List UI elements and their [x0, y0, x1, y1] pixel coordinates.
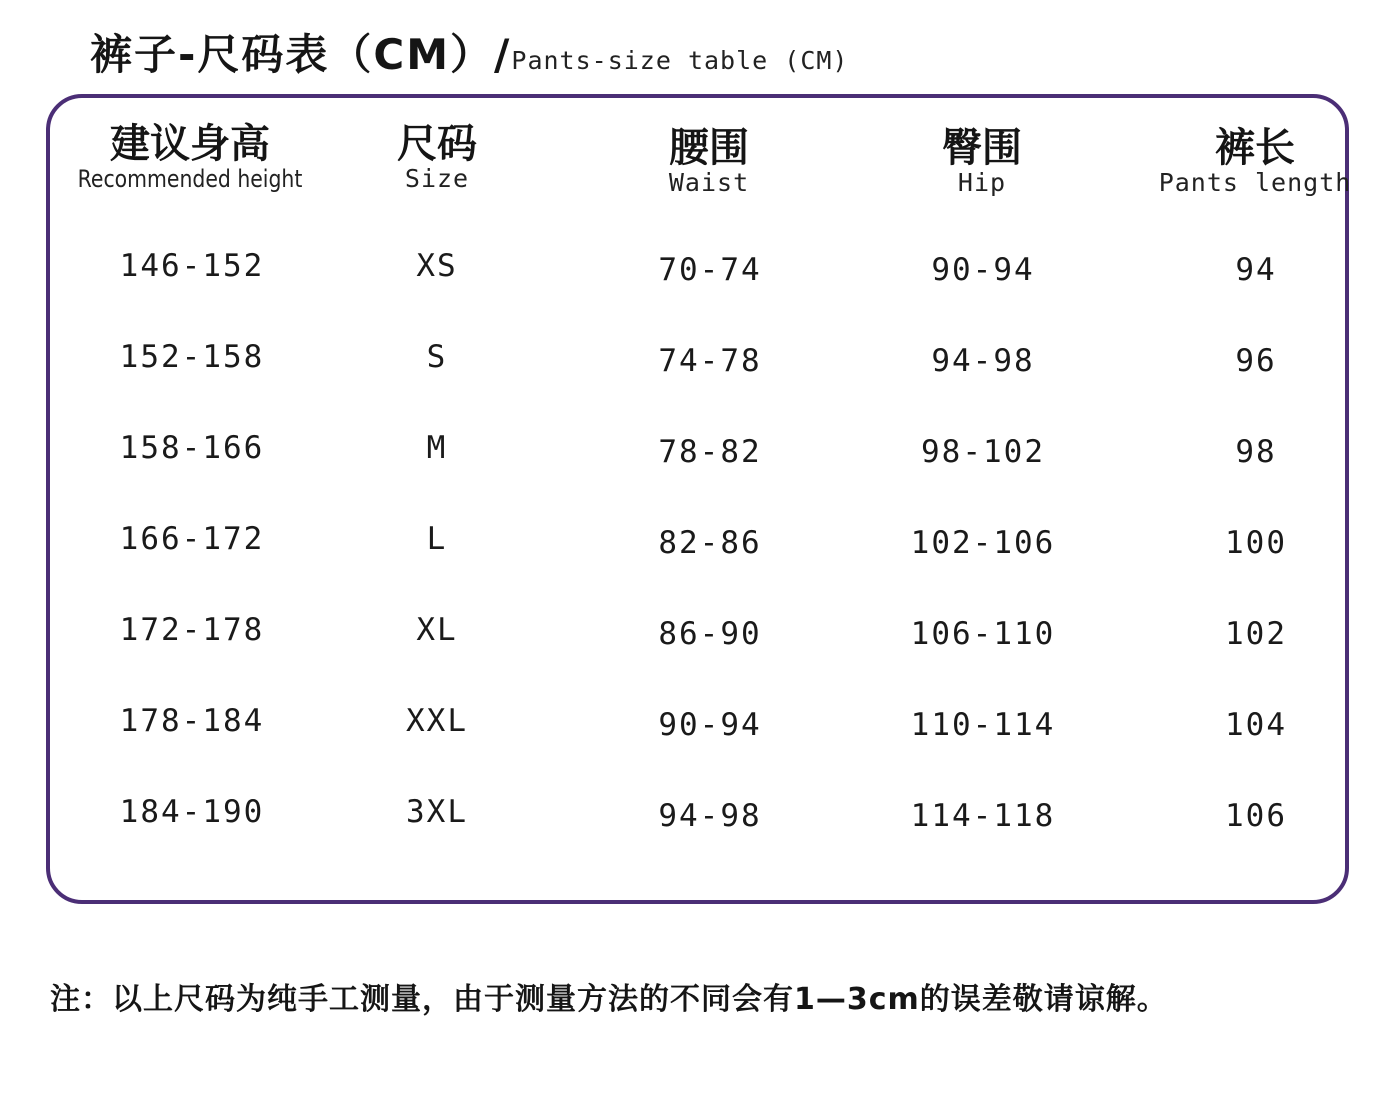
column-header-size	[397, 122, 477, 192]
table-cell: 98-102	[921, 434, 1045, 470]
title-chinese: 裤子-尺码表（CM）/	[90, 30, 512, 79]
column-header-waist-en: Waist	[668, 168, 750, 197]
column-header-pants-length	[1159, 126, 1352, 196]
column-header-height-cn: 建议身高	[110, 121, 270, 167]
table-cell: 70-74	[658, 252, 762, 288]
table-cell: 102	[1225, 616, 1287, 652]
table-cell: 104	[1225, 707, 1287, 743]
table-cell: 94-98	[931, 343, 1035, 379]
table-cell: 96	[1235, 343, 1277, 379]
table-cell: M	[426, 430, 448, 466]
column-header-pants-length-cn: 裤长	[1215, 125, 1295, 171]
table-cell: L	[426, 521, 448, 557]
table-cell: 90-94	[931, 252, 1035, 288]
table-cell: 94	[1235, 252, 1277, 288]
column-header-size-en: Size	[404, 164, 470, 193]
column-header-hip-en: Hip	[957, 168, 1007, 197]
table-cell: S	[426, 339, 448, 375]
title-english: Pants-size table (CM)	[511, 46, 849, 75]
page-title	[90, 22, 848, 82]
column-header-size-cn: 尺码	[397, 121, 477, 167]
table-cell: 102-106	[910, 525, 1056, 561]
table-cell: 3XL	[406, 794, 468, 830]
table-cell: 184-190	[119, 794, 265, 830]
table-cell: 86-90	[658, 616, 762, 652]
table-cell: 106-110	[910, 616, 1056, 652]
table-cell: 158-166	[119, 430, 265, 466]
table-cell: 78-82	[658, 434, 762, 470]
measurement-note: 注：以上尺码为纯手工测量，由于测量方法的不同会有1—3cm的误差敬请谅解。	[50, 982, 1168, 1017]
size-table-panel	[46, 94, 1349, 904]
table-cell: 152-158	[119, 339, 265, 375]
column-header-hip-cn: 臀围	[942, 125, 1022, 171]
table-cell: 106	[1225, 798, 1287, 834]
table-cell: 172-178	[119, 612, 265, 648]
table-cell: 98	[1235, 434, 1277, 470]
table-cell: XXL	[406, 703, 468, 739]
table-cell: 90-94	[658, 707, 762, 743]
table-cell: 74-78	[658, 343, 762, 379]
table-cell: XS	[416, 248, 458, 284]
table-cell: 178-184	[119, 703, 265, 739]
table-cell: 166-172	[119, 521, 265, 557]
table-cell: 146-152	[119, 248, 265, 284]
column-header-height-en: Recommended height	[77, 165, 303, 193]
column-header-waist	[669, 126, 749, 196]
table-cell: 94-98	[658, 798, 762, 834]
column-header-hip	[942, 126, 1022, 196]
column-header-pants-length-en: Pants length	[1158, 168, 1352, 197]
column-header-waist-cn: 腰围	[668, 125, 749, 171]
table-cell: 114-118	[910, 798, 1056, 834]
table-cell: XL	[416, 612, 458, 648]
table-cell: 100	[1225, 525, 1287, 561]
table-cell: 110-114	[910, 707, 1056, 743]
column-header-height	[58, 122, 322, 192]
table-cell: 82-86	[658, 525, 762, 561]
